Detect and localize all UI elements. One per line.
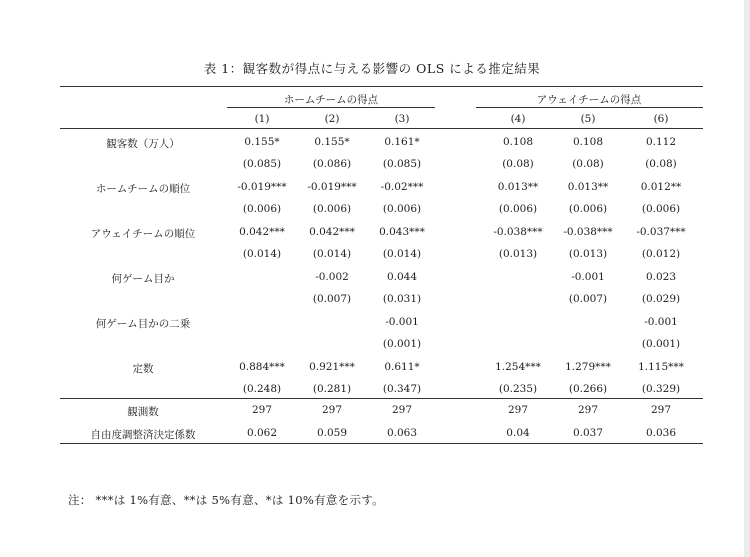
- coefficient-cell: 0.042***: [309, 226, 355, 238]
- coefficient-cell: -0.02***: [380, 181, 424, 193]
- coefficient-cell: 0.611*: [384, 361, 420, 373]
- row-label: ホームチームの順位: [95, 183, 191, 195]
- row-label: 何ゲーム目か: [111, 273, 175, 285]
- std-error-cell: (0.329): [641, 383, 681, 395]
- coefficient-cell: 0.043***: [379, 226, 425, 238]
- coefficient-cell: 1.279***: [565, 361, 611, 373]
- std-error-cell: (0.031): [382, 293, 422, 305]
- coefficient-cell: 1.115***: [638, 361, 684, 373]
- std-error-cell: (0.006): [382, 203, 422, 215]
- std-error-cell: (0.007): [312, 293, 352, 305]
- std-error-cell: (0.08): [502, 158, 534, 170]
- column-header: (5): [580, 113, 596, 125]
- coefficient-cell: 0.884***: [239, 361, 285, 373]
- std-error-cell: (0.085): [242, 158, 282, 170]
- std-error-cell: (0.235): [498, 383, 538, 395]
- coefficient-cell: 0.108: [502, 136, 534, 148]
- std-error-cell: (0.014): [312, 248, 352, 260]
- std-error-cell: (0.014): [382, 248, 422, 260]
- column-header: (4): [510, 113, 526, 125]
- coefficient-cell: -0.037***: [636, 226, 686, 238]
- row-label: 観客数（万人）: [106, 138, 180, 150]
- coefficient-cell: 0.108: [572, 136, 604, 148]
- coefficient-cell: -0.019***: [307, 181, 357, 193]
- std-error-cell: (0.006): [498, 203, 538, 215]
- stat-cell: 297: [251, 404, 273, 416]
- std-error-cell: (0.001): [382, 338, 422, 350]
- stats-rule: [60, 398, 703, 399]
- stat-label: 自由度調整済決定係数: [90, 429, 196, 441]
- stat-cell: 297: [507, 404, 529, 416]
- column-header: (1): [254, 113, 270, 125]
- bottom-rule: [60, 443, 703, 444]
- std-error-cell: (0.014): [242, 248, 282, 260]
- significance-note: 注： ***は 1%有意、**は 5%有意、*は 10%有意を示す。: [68, 493, 384, 507]
- column-header: (3): [394, 113, 410, 125]
- group-rule-away: [476, 107, 703, 108]
- std-error-cell: (0.013): [568, 248, 608, 260]
- std-error-cell: (0.006): [641, 203, 681, 215]
- stat-label: 観測数: [127, 406, 159, 418]
- group-header-home: ホームチームの得点: [283, 94, 379, 106]
- row-label: 何ゲーム目かの二乗: [95, 318, 191, 330]
- stat-cell: 297: [391, 404, 413, 416]
- std-error-cell: (0.085): [382, 158, 422, 170]
- std-error-cell: (0.006): [568, 203, 608, 215]
- std-error-cell: (0.013): [498, 248, 538, 260]
- coefficient-cell: -0.038***: [563, 226, 613, 238]
- coefficient-cell: 1.254***: [495, 361, 541, 373]
- std-error-cell: (0.029): [641, 293, 681, 305]
- std-error-cell: (0.086): [312, 158, 352, 170]
- std-error-cell: (0.266): [568, 383, 608, 395]
- coefficient-cell: 0.155*: [244, 136, 280, 148]
- coefficient-cell: 0.921***: [309, 361, 355, 373]
- header-rule: [60, 128, 703, 129]
- std-error-cell: (0.007): [568, 293, 608, 305]
- coefficient-cell: -0.002: [315, 271, 349, 283]
- stat-cell: 0.036: [645, 427, 677, 439]
- std-error-cell: (0.08): [572, 158, 604, 170]
- stat-cell: 297: [650, 404, 672, 416]
- coefficient-cell: 0.012**: [640, 181, 682, 193]
- coefficient-cell: -0.038***: [493, 226, 543, 238]
- stat-cell: 0.062: [246, 427, 278, 439]
- stat-cell: 297: [321, 404, 343, 416]
- std-error-cell: (0.001): [641, 338, 681, 350]
- group-header-away: アウェイチームの得点: [536, 94, 642, 106]
- coefficient-cell: -0.001: [571, 271, 605, 283]
- row-label: 定数: [132, 363, 154, 375]
- table-title: 表 1：観客数が得点に与える影響の OLS による推定結果: [203, 61, 541, 76]
- coefficient-cell: 0.161*: [384, 136, 420, 148]
- std-error-cell: (0.006): [242, 203, 282, 215]
- std-error-cell: (0.281): [312, 383, 352, 395]
- top-rule: [60, 86, 703, 87]
- std-error-cell: (0.248): [242, 383, 282, 395]
- column-header: (6): [653, 113, 669, 125]
- column-header: (2): [324, 113, 340, 125]
- coefficient-cell: 0.112: [645, 136, 677, 148]
- coefficient-cell: 0.155*: [314, 136, 350, 148]
- std-error-cell: (0.012): [641, 248, 681, 260]
- coefficient-cell: -0.001: [385, 316, 419, 328]
- stat-cell: 0.037: [572, 427, 604, 439]
- std-error-cell: (0.347): [382, 383, 422, 395]
- stat-cell: 0.063: [386, 427, 418, 439]
- coefficient-cell: 0.042***: [239, 226, 285, 238]
- std-error-cell: (0.006): [312, 203, 352, 215]
- stat-cell: 0.04: [506, 427, 530, 439]
- coefficient-cell: 0.013**: [497, 181, 539, 193]
- std-error-cell: (0.08): [645, 158, 677, 170]
- coefficient-cell: 0.023: [645, 271, 677, 283]
- stat-cell: 297: [577, 404, 599, 416]
- coefficient-cell: 0.013**: [567, 181, 609, 193]
- row-label: アウェイチームの順位: [90, 228, 196, 240]
- stat-cell: 0.059: [316, 427, 348, 439]
- coefficient-cell: -0.001: [644, 316, 678, 328]
- coefficient-cell: 0.044: [386, 271, 418, 283]
- coefficient-cell: -0.019***: [237, 181, 287, 193]
- group-rule-home: [227, 107, 435, 108]
